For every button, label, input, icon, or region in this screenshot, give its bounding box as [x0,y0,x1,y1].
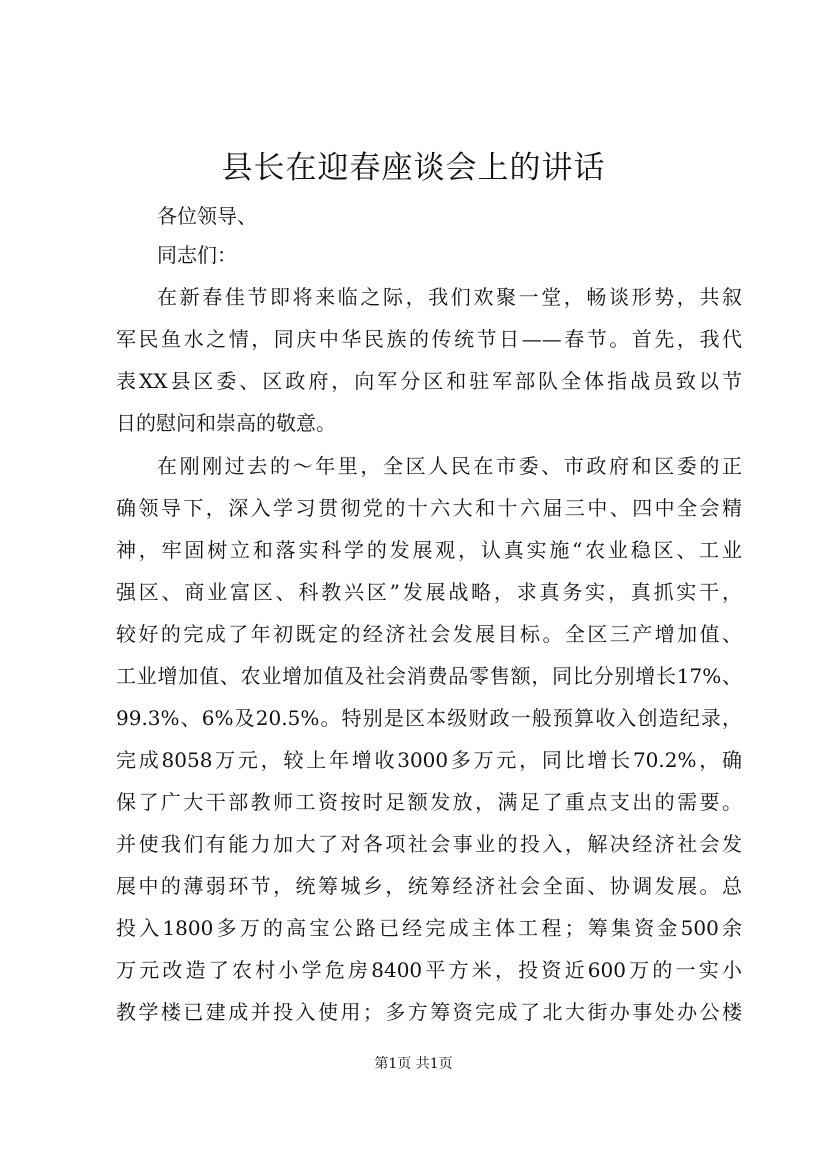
body-text-line: 并使我们有能力加大了对各项社会事业的投入，解决经济社会发 [116,832,742,856]
body-text-line: 展中的薄弱环节，统筹城乡，统筹经济社会全面、协调发展。总 [116,874,742,898]
document-title: 县长在迎春座谈会上的讲话 [221,150,606,186]
body-text-line: 99.3%、6%及20.5%。特别是区本级财政一般预算收入创造纪录， [116,706,742,730]
salutation-line: 各位领导、 [157,204,257,228]
body-text-line: 工业增加值、农业增加值及社会消费品零售额，同比分别增长17%、 [116,664,742,688]
body-text-line: 军民鱼水之情，同庆中华民族的传统节日——春节。首先，我代 [116,327,742,351]
body-text-line: 在新春佳节即将来临之际，我们欢聚一堂，畅谈形势，共叙 [157,285,742,309]
body-text-line: 神，牢固树立和落实科学的发展观，认真实施“农业稳区、工业 [116,538,742,562]
body-text-line: 较好的完成了年初既定的经济社会发展目标。全区三产增加值、 [116,622,742,646]
body-text-line: 强区、商业富区、科教兴区”发展战略，求真务实，真抓实干， [116,580,742,604]
body-text-line: 表XX县区委、区政府，向军分区和驻军部队全体指战员致以节 [116,369,742,393]
body-text-line: 保了广大干部教师工资按时足额发放，满足了重点支出的需要。 [116,790,742,814]
body-text-line: 教学楼已建成并投入使用；多方筹资完成了北大街办事处办公楼 [116,1000,742,1024]
body-text-line: 万元改造了农村小学危房8400平方米，投资近600万的一实小 [116,958,742,982]
page-number-footer: 第1页 共1页 [374,1056,453,1072]
body-text-line: 完成8058万元，较上年增收3000多万元，同比增长70.2%，确 [116,748,742,772]
salutation-line: 同志们： [157,243,237,267]
body-text-line: 日的慰问和崇高的敬意。 [116,411,336,435]
body-text-line: 确领导下，深入学习贯彻党的十六大和十六届三中、四中全会精 [116,496,742,520]
body-text-line: 在刚刚过去的～年里，全区人民在市委、市政府和区委的正 [157,454,742,478]
body-text-line: 投入1800多万的高宝公路已经完成主体工程；筹集资金500余 [116,916,742,940]
